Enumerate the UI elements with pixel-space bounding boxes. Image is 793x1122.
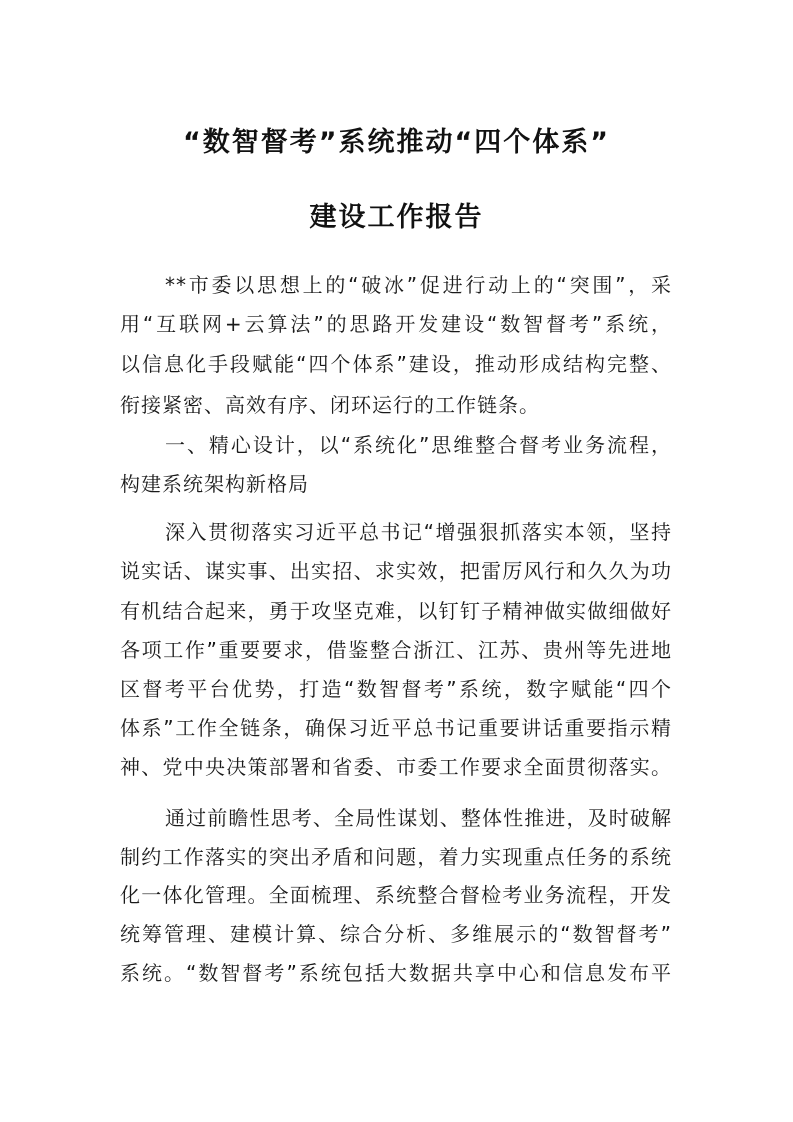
section-heading-line: 一、精心设计，以“系统化”思维整合督考业务流程， <box>165 433 672 457</box>
paragraph-line: 通过前瞻性思考、全局性谋划、整体性推进，及时破解 <box>165 806 672 830</box>
paragraph-line: 用“互联网+云算法”的思路开发建设“数智督考”系统， <box>120 312 672 336</box>
paragraph-line: 制约工作落实的突出矛盾和问题，着力实现重点任务的系统 <box>120 845 672 869</box>
paragraph-line: 衔接紧密、高效有序、闭环运行的工作链条。 <box>120 393 540 417</box>
paragraph-line: 深入贯彻落实习近平总书记“增强狠抓落实本领，坚持 <box>165 520 672 544</box>
paragraph-line: 化一体化管理。全面梳理、系统整合督检考业务流程，开发 <box>120 883 672 907</box>
section-heading-line: 构建系统架构新格局 <box>120 472 309 496</box>
paragraph-line: 以信息化手段赋能“四个体系”建设，推动形成结构完整、 <box>120 352 672 376</box>
document-title-line-2: 建设工作报告 <box>309 202 484 233</box>
paragraph-line: 体系”工作全链条，确保习近平总书记重要讲话重要指示精 <box>120 716 672 740</box>
paragraph-line: 有机结合起来，勇于攻坚克难，以钉钉子精神做实做细做好 <box>120 599 672 623</box>
paragraph-line: 各项工作”重要要求，借鉴整合浙江、江苏、贵州等先进地 <box>120 638 672 662</box>
paragraph-line: 区督考平台优势，打造“数智督考”系统，数字赋能“四个 <box>120 677 672 701</box>
paragraph-line: 统筹管理、建模计算、综合分析、多维展示的“数智督考” <box>120 922 672 946</box>
paragraph-line: **市委以思想上的“破冰”促进行动上的“突围”，采 <box>165 273 672 297</box>
document-title-line-1: “数智督考”系统推动“四个体系” <box>183 127 610 158</box>
paragraph-line: 说实话、谋实事、出实招、求实效，把雷厉风行和久久为功 <box>120 559 672 583</box>
paragraph-line: 神、党中央决策部署和省委、市委工作要求全面贯彻落实。 <box>120 755 672 779</box>
paragraph-line: 系统。“数智督考”系统包括大数据共享中心和信息发布平 <box>120 961 672 985</box>
